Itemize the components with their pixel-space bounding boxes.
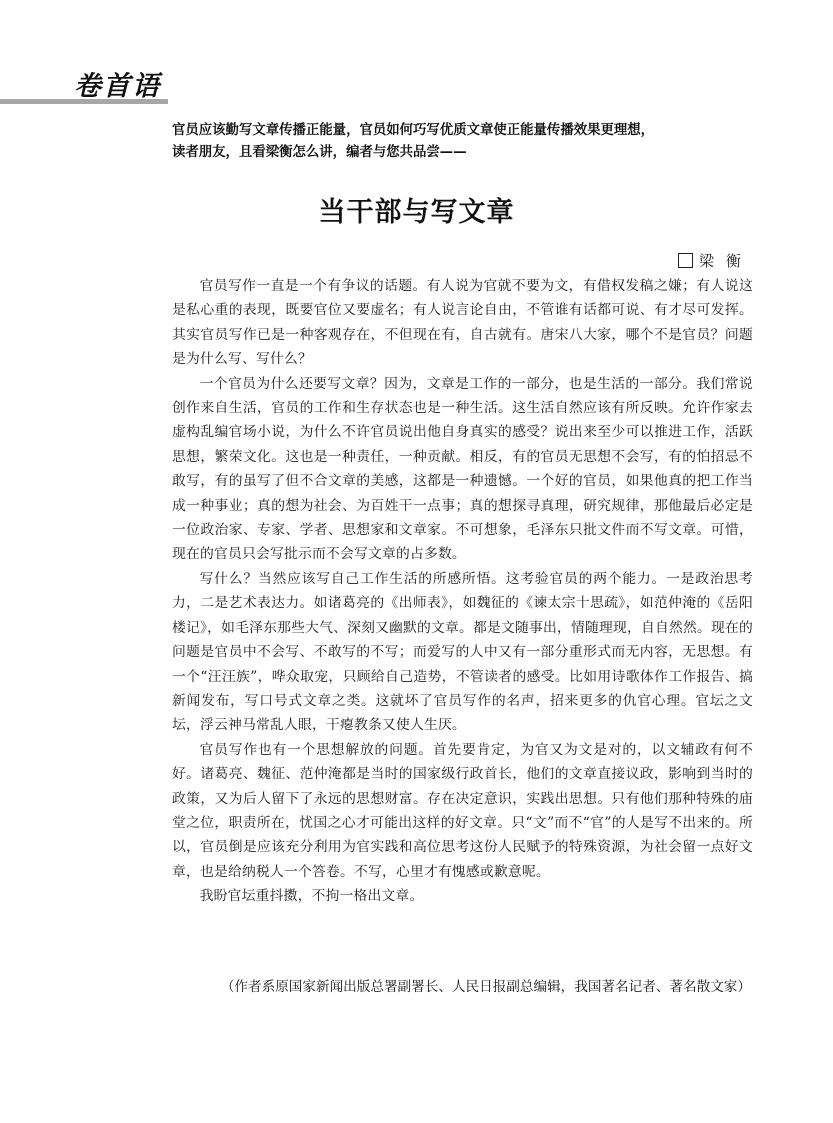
author-footnote: （作者系原国家新闻出版总署副署长、人民日报副总编辑，我国著名记者、著名散文家） bbox=[220, 979, 751, 995]
paragraph: 官员写作也有一个思想解放的问题。首先要肯定，为官又为文是对的，以文辅政有何不好。诸葛亮、魏征、范仲淹都是当时的国家级行政首长，他们的文章直接议政，影响到当时的政策，又为后人留下了永远的思想财富。存在决定意识，实践出思想。只有他们那种特殊的庙堂之位，职责所在，忧国之心才可能出这样的好文章。只“文”而不“官”的人是写不出来的。所以，官员倒是应该充分利用为官实践和高位思考这份人民赋予的特殊资源，为社会留一点好文章，也是给纳税人一个答卷。不写，心里才有愧感或歉意呢。 bbox=[172, 741, 753, 880]
section-title: 卷首语 bbox=[74, 71, 161, 102]
paragraph: 官员写作一直是一个有争议的话题。有人说为官就不要为文，有借权发稿之嫌；有人说这是私心重的表现，既要官位又要虚名；有人说言论自由，不管谁有话都可说、有才尽可发挥。其实官员写作已是一种客观存在，不但现在有，自古就有。唐宋八大家，哪个不是官员？问题是为什么写、写什么？ bbox=[172, 278, 753, 368]
intro-line: 官员应该勤写文章传播正能量，官员如何巧写优质文章使正能量传播效果更理想， bbox=[172, 123, 655, 138]
paragraph: 我盼官坛重抖擞，不拘一格出文章。 bbox=[199, 888, 424, 905]
paragraph: 一个官员为什么还要写文章？因为，文章是工作的一部分，也是生活的一部分。我们常说创作来自生活，官员的工作和生存状态也是一种生活。这生活自然应该有所反映。允许作家去虚构乱编官场小说，为什么不许官员说出他自身真实的感受？说出来至少可以推进工作，活跃思想，繁荣文化。这也是一种责任，一种贡献。相反，有的官员无思想不会写，有的怕招忌不敢写，有的虽写了但不合文章的美感，这都是一种遗憾。一个好的官员，如果他真的把工作当成一种事业；真的想为社会、为百姓干一点事；真的想探寻真理，研究规律，那他最后必定是一位政治家、专家、学者、思想家和文章家。不可想象，毛泽东只批文件而不写文章。可惜，现在的官员只会写批示而不会写文章的占多数。 bbox=[172, 375, 753, 563]
author-name: 梁衡 bbox=[698, 252, 753, 270]
article-body bbox=[172, 274, 753, 909]
byline-box-icon bbox=[678, 253, 693, 268]
paragraph: 写什么？当然应该写自己工作生活的所感所悟。这考验官员的两个能力。一是政治思考力，二是艺术表达力。如诸葛亮的《出师表》，如魏征的《谏太宗十思疏》，如范仲淹的《岳阳楼记》，如毛泽东那些大气、深刻又幽默的文章。都是文随事出，情随理现，自自然然。现在的问题是官员中不会写、不敢写的不写；而爱写的人中又有一部分重形式而无内容，无思想。有一个“汪汪族”，哗众取宠，只顾给自己造势，不管读者的感受。比如用诗歌体作工作报告、搞新闻发布，写口号式文章之类。这就坏了官员写作的名声，招来更多的仇官心理。官坛之文坛，浮云神马常乱人眼，干瘪教条又使人生厌。 bbox=[172, 570, 753, 734]
intro-line: 读者朋友，且看梁衡怎么讲，编者与您共品尝—— bbox=[172, 145, 467, 160]
byline bbox=[678, 250, 753, 271]
editor-intro bbox=[172, 120, 732, 164]
article-title: 当干部与写文章 bbox=[318, 197, 515, 228]
